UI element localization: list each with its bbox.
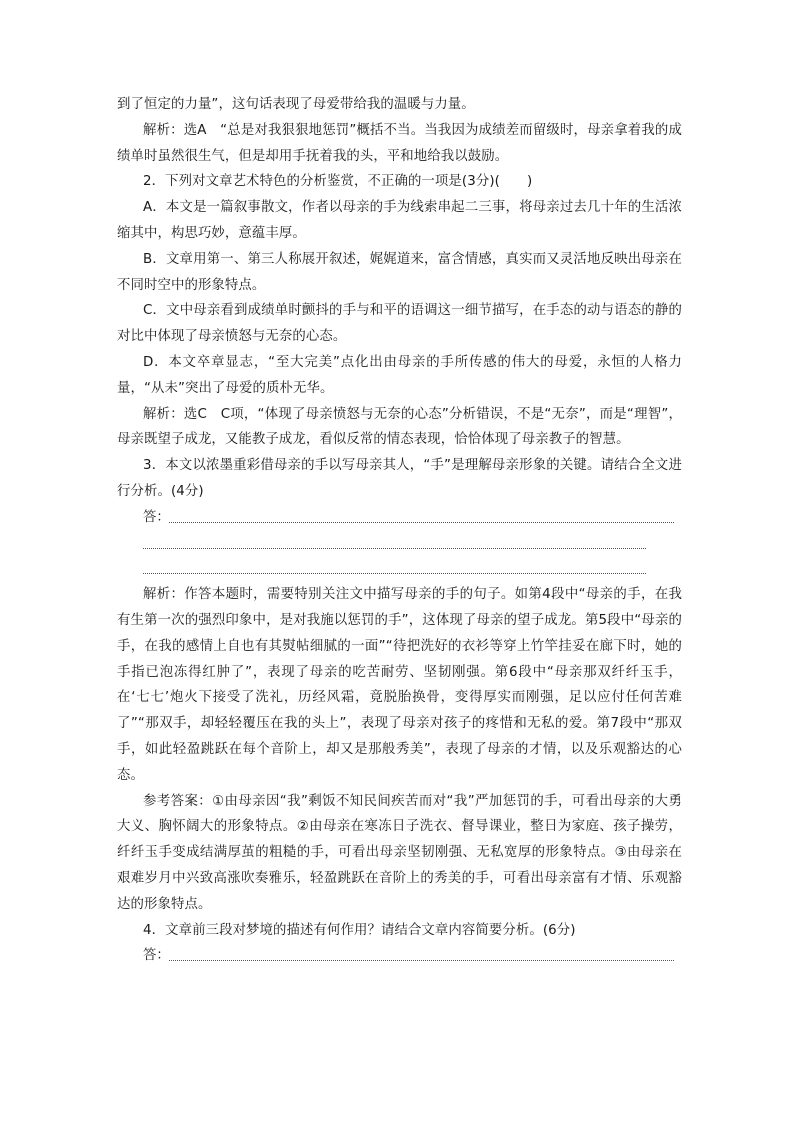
analysis-q3: 解析：作答本题时，需要特别关注文中描写母亲的手的句子。如第4段中“母亲的手，在我有生第一次的强烈印象中，是对我施以惩罚的手”，这体现了母亲的望子成龙。第5段中“母亲的手，在我的感情上自也有其熨帖细腻的一面”“待把洗好的衣衫等穿上竹竿挂妥在廊下时，她的手指已泡冻得红肿了”，表现了母亲的吃苦耐劳、坚韧刚强。第6段中“母亲那双纤纤玉手，在‘七七’炮火下接受了洗礼，历经风霜，竟脱胎换骨，变得厚实而刚强，足以应付任何苦难了”“那双手，却轻轻覆压在我的头上”，表现了母亲对孩子的疼惜和无私的爱。第7段中“那双手，如此轻盈跳跃在每个音阶上，却又是那般秀美”，表现了母亲的才情，以及乐观豁达的心态。: [117, 587, 682, 783]
answer-dotted-line: [169, 522, 674, 523]
answer-line-q4[interactable]: [117, 943, 682, 969]
option-a: A．本文是一篇叙事散文，作者以母亲的手为线索串起二三事，将母亲过去几十年的生活浓缩其中，构思巧妙，意蕴丰厚。: [117, 200, 682, 241]
reference-answer-q3: 参考答案：①由母亲因“我”剩饭不知民间疾苦而对“我”严加惩罚的手，可看出母亲的大勇大义、胸怀阔大的形象特点。②由母亲在寒冻日子洗衣、督导课业，整日为家庭、孩子操劳，纤纤玉手变成结满厚茧的粗糙的手，可看出母亲坚韧刚强、无私宽厚的形象特点。③由母亲在艰难岁月中兴致高涨吹奏雅乐，轻盈跳跃在音阶上的秀美的手，可看出母亲富有才情、乐观豁达的形象特点。: [117, 793, 682, 912]
option-c: C．文中母亲看到成绩单时颤抖的手与和平的语调这一细节描写，在手态的动与语态的静的对比中体现了母亲愤怒与无奈的心态。: [117, 303, 682, 345]
answer-dotted-line: [169, 960, 674, 961]
answer-line-q3-2[interactable]: [117, 531, 682, 557]
document-body: [117, 92, 682, 969]
answer-label: 答：: [143, 948, 170, 964]
option-d: D．本文卒章显志，“至大完美”点化出由母亲的手所传感的伟大的母爱，永恒的人格力量，“从未”突出了母爱的质朴无华。: [117, 354, 682, 396]
question-2: 2．下列对文章艺术特色的分析鉴赏，不正确的一项是(3分)( ): [143, 174, 533, 190]
answer-line-q3-3[interactable]: [117, 556, 682, 582]
option-b: B．文章用第一、第三人称展开叙述，娓娓道来，富含情感，真实而又灵活地反映出母亲在不同时空中的形象特点。: [117, 251, 682, 293]
question-3: 3．本文以浓墨重彩借母亲的手以写母亲其人，“手”是理解母亲形象的关键。请结合全文进行分析。(4分): [117, 458, 682, 499]
answer-dotted-line: [143, 548, 646, 549]
analysis-q1: 解析：选A “总是对我狠狠地惩罚”概括不当。当我因为成绩差而留级时，母亲拿着我的成绩单时虽然很生气，但是却用手抚着我的头，平和地给我以鼓励。: [117, 122, 682, 164]
answer-label: 答：: [143, 509, 170, 525]
answer-dotted-line: [143, 573, 646, 574]
question-4: 4．文章前三段对梦境的描述有何作用？请结合文章内容简要分析。(6分): [143, 922, 576, 938]
answer-line-q3[interactable]: [117, 505, 682, 531]
analysis-q2: 解析：选C C项，“体现了母亲愤怒与无奈的心态”分析错误，不是“无奈”，而是“理智”，母亲既望子成龙，又能教子成龙，看似反常的情态表现，恰恰体现了母亲教子的智慧。: [117, 406, 682, 448]
continued-answer-line: 到了恒定的力量”，这句话表现了母爱带给我的温暖与力量。: [117, 97, 475, 112]
